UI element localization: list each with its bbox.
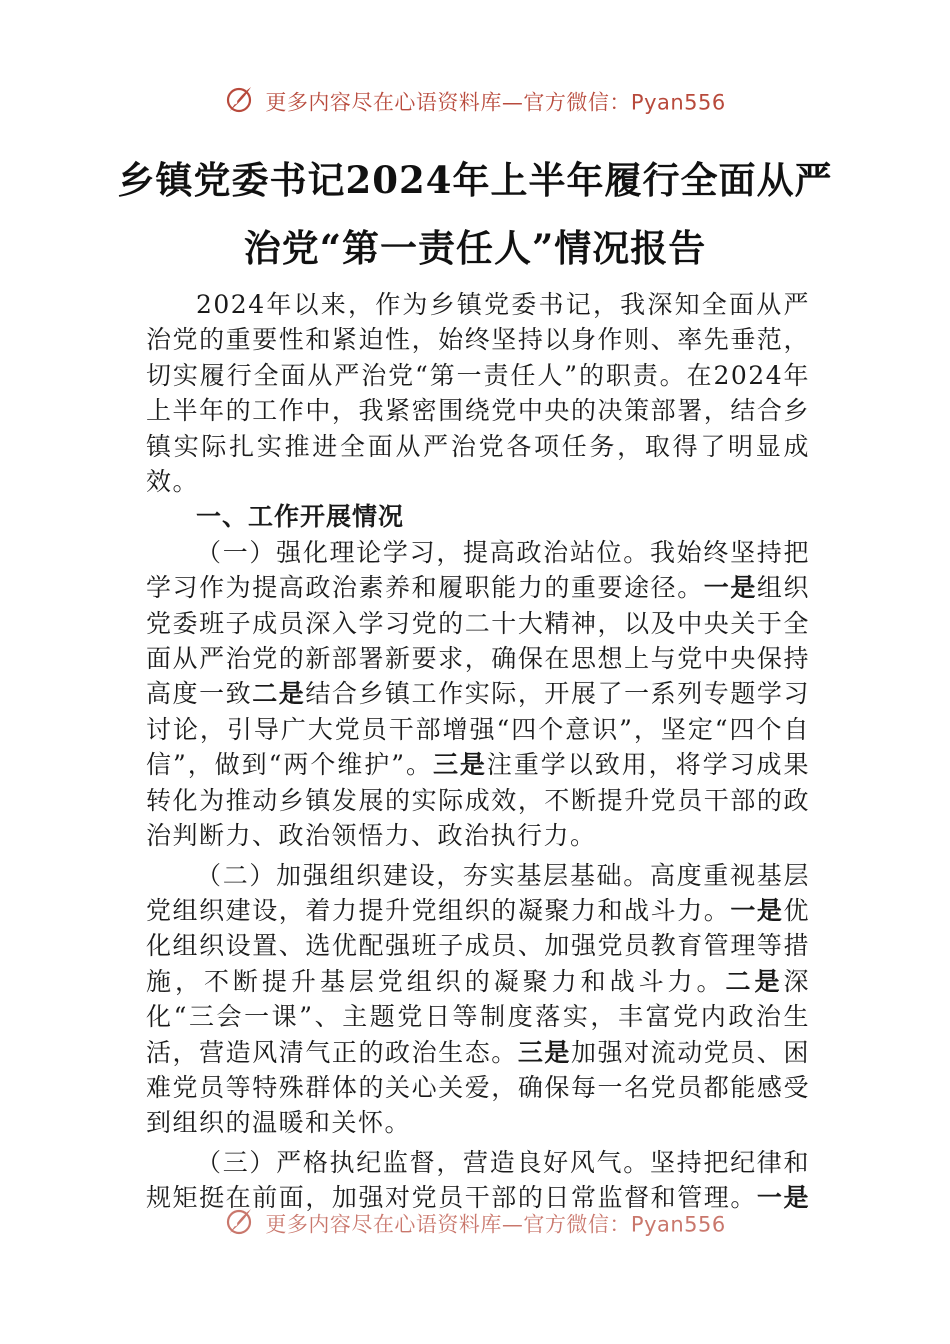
- section-heading: 一、工作开展情况: [196, 502, 405, 532]
- item-body: 高度重视基层党组织建设，着力提升党组织的凝聚力和战斗力。: [146, 860, 810, 925]
- item-paragraph-2: [146, 858, 810, 1141]
- item-body: 坚持把纪律和规矩挺在前面，加强对党员干部的日常监督和管理。: [146, 1147, 810, 1213]
- point-label: 二是: [725, 966, 784, 996]
- point-label: 二是: [252, 679, 306, 709]
- quill-seal-icon: [224, 1206, 254, 1241]
- document-title-line-1: 乡镇党委书记2024年上半年履行全面从严: [117, 158, 833, 202]
- document-body: [146, 287, 810, 1216]
- point-text: 注重学以致用，将学习成果转化为推动乡镇发展的实际成效，不断提升党员干部的政治判断力、政治领悟力、政治执行力。: [146, 750, 810, 851]
- point-text: 深化“三会一课”、主题党日等制度落实，丰富党内政治生活，营造风清气正的政治生态。: [146, 966, 810, 1067]
- point-text: 结合乡镇工作实际，开展了一系列专题学习讨论，引导广大党员干部增强“四个意识”，坚定“四个自信”，做到“两个维护”。: [146, 679, 810, 780]
- item-lead: （一）强化理论学习，提高政治站位。: [196, 537, 650, 567]
- point-label: 一是: [703, 573, 757, 603]
- point-label: 三是: [432, 750, 487, 780]
- point-label: 一是: [730, 895, 784, 925]
- item-lead: （三）严格执纪监督，营造良好风气。: [196, 1147, 650, 1177]
- point-text: 加强对流动党员、困难党员等特殊群体的关心关爱，确保每一名党员都能感受到组织的温暖和关怀。: [146, 1037, 810, 1138]
- point-text: 优化组织设置、选优配强班子成员、加强党员教育管理等措施，不断提升基层党组织的凝聚力和战斗力。: [146, 895, 810, 996]
- point-text: 组织党委班子成员深入学习党的二十大精神，以及中央关于全面从严治党的新部署新要求，确保在思想上与党中央保持高度一致: [146, 573, 810, 709]
- point-label: 一是: [756, 1183, 810, 1213]
- watermark-text: 更多内容尽在心语资料库—官方微信：Pyan556: [265, 1212, 726, 1237]
- intro-paragraph: 2024年以来，作为乡镇党委书记，我深知全面从严治党的重要性和紧迫性，始终坚持以身作则、率先垂范，切实履行全面从严治党“第一责任人”的职责。在2024年上半年的工作中，我紧密围绕党中央的决策部署，结合乡镇实际扎实推进全面从严治党各项任务，取得了明显成效。: [146, 290, 810, 497]
- item-body: 我始终坚持把学习作为提高政治素养和履职能力的重要途径。: [146, 537, 810, 603]
- document-title-line-2: 治党“第一责任人”情况报告: [243, 226, 707, 270]
- watermark-text: 更多内容尽在心语资料库—官方微信：Pyan556: [265, 90, 726, 115]
- watermark-footer: [0, 1206, 950, 1241]
- point-label: 三是: [517, 1037, 571, 1067]
- item-lead: （二）加强组织建设，夯实基层基础。: [196, 860, 650, 890]
- item-paragraph-1: [146, 535, 810, 854]
